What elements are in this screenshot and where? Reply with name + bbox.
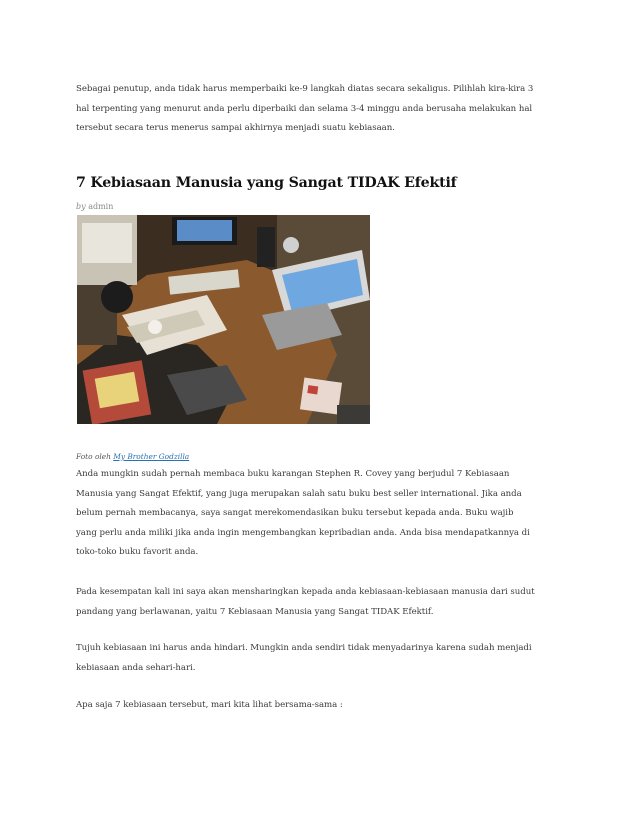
photo-caption (76, 452, 189, 461)
paragraph-line: Anda mungkin sudah pernah membaca buku karangan Stephen R. Covey yang berjudul 7 Kebiasaan (76, 469, 510, 479)
desk-photo (77, 215, 370, 424)
paragraph-line: toko-toko buku favorit anda. (76, 547, 199, 557)
paragraph-line: Pada kesempatan kali ini saya akan mensharingkan kepada anda kebiasaan-kebiasaan manusia dari sudut (76, 587, 535, 597)
byline-author[interactable]: admin (88, 202, 114, 211)
paragraph-line: Tujuh kebiasaan ini harus anda hindari. Mungkin anda sendiri tidak menyadarinya karena sudah menjadi (76, 643, 532, 653)
paragraph-line: pandang yang berlawanan, yaitu 7 Kebiasaan Manusia yang Sangat TIDAK Efektif. (76, 606, 434, 617)
paragraph-line: yang perlu anda miliki jika anda ingin mengembangkan kepribadian anda. Anda bisa mendapatkannya di (76, 527, 530, 538)
paragraph-line: kebiasaan anda sehari-hari. (76, 662, 196, 673)
paragraph-1 (76, 465, 570, 563)
paragraph-3 (76, 639, 570, 678)
paragraph-2 (76, 583, 570, 622)
caption-prefix: Foto oleh (76, 452, 111, 461)
paragraph-line: Manusia yang Sangat Efektif, yang juga merupakan salah satu buku best seller international. Jika anda (76, 488, 522, 499)
article-title: 7 Kebiasaan Manusia yang Sangat TIDAK Efektif (76, 175, 457, 191)
paragraph-line: Apa saja 7 kebiasaan tersebut, mari kita lihat bersama-sama : (76, 700, 343, 710)
intro-line: hal terpenting yang menurut anda perlu diperbaiki dan selama 3-4 minggu anda berusaha melakukan hal (76, 103, 533, 114)
intro-line: Sebagai penutup, anda tidak harus memperbaiki ke-9 langkah diatas secara sekaligus. Pilihlah kira-kira 3 (76, 84, 534, 94)
paragraph-4 (76, 696, 570, 716)
byline (76, 202, 113, 211)
caption-link[interactable]: My Brother Godzilla (113, 452, 190, 461)
intro-line: tersebut secara terus menerus sampai akhirnya menjadi suatu kebiasaan. (76, 123, 395, 133)
intro-paragraph (76, 80, 570, 139)
paragraph-line: belum pernah membacanya, saya sangat merekomendasikan buku tersebut kepada anda. Buku wajib (76, 508, 514, 518)
byline-prefix: by (76, 202, 86, 211)
